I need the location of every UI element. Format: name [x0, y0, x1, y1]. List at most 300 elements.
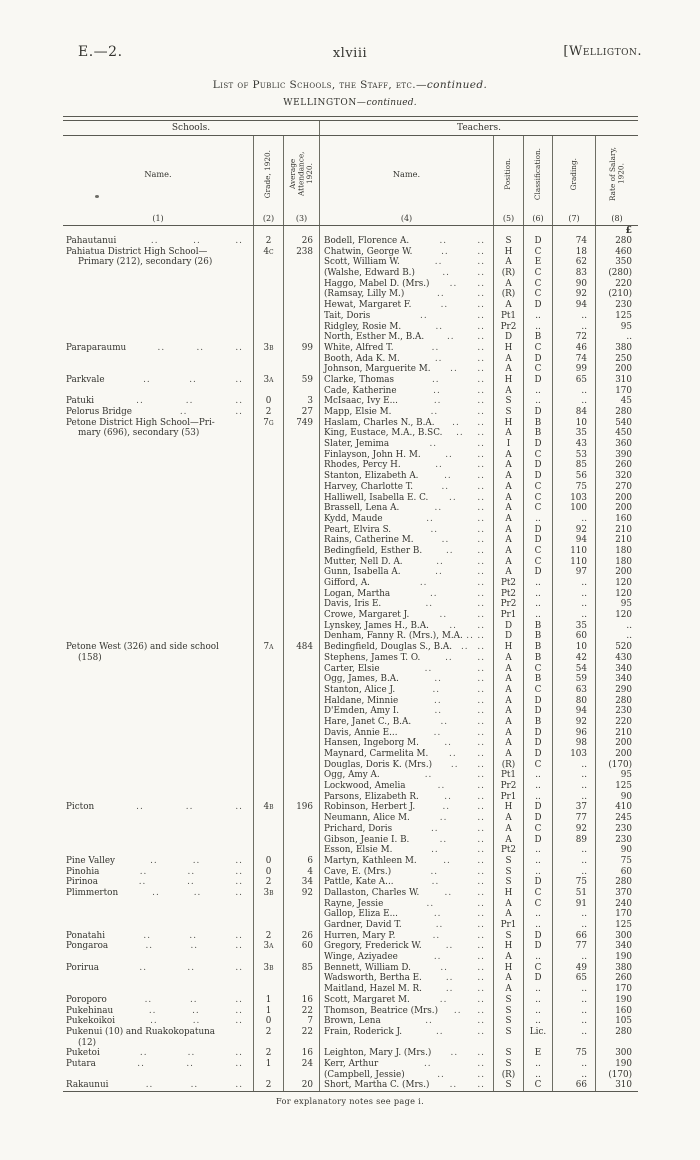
school-name-cell: [63, 386, 253, 397]
dot-leader: ..: [431, 342, 440, 353]
grade-cell: 2: [253, 407, 283, 418]
grading-cell: 77: [552, 941, 595, 952]
teacher-name-cell: [319, 621, 493, 632]
grade-cell: [253, 257, 283, 268]
classification-cell: C: [523, 963, 552, 974]
grade-cell: 0: [253, 856, 283, 867]
classification-cell: C: [523, 664, 552, 675]
dot-leader: ..: [196, 342, 205, 353]
dot-leader: ..: [477, 845, 485, 856]
school-name: Petone District High School—Pri-: [66, 417, 215, 428]
classification-cell: D: [523, 749, 552, 760]
teacher-name: Booth, Ada K. M.: [324, 353, 400, 364]
position-cell: S: [493, 1059, 523, 1070]
column-number: (5): [502, 214, 515, 223]
dot-leader: ..: [477, 471, 485, 482]
dot-leader: ..: [439, 610, 448, 621]
grade-cell: [253, 546, 283, 557]
teacher-name-cell: [319, 642, 493, 653]
salary-cell: 430: [595, 653, 638, 664]
position-cell: A: [493, 525, 523, 536]
classification-cell: D: [523, 300, 552, 311]
grade-cell: [253, 439, 283, 450]
classification-cell: B: [523, 332, 552, 343]
classification-cell: D: [523, 813, 552, 824]
grading-cell: ..: [552, 514, 595, 525]
position-cell: H: [493, 343, 523, 354]
position-cell: A: [493, 706, 523, 717]
teacher-name-cell: [319, 728, 493, 739]
grading-cell: 94: [552, 535, 595, 546]
teacher-name-cell: [319, 226, 493, 236]
salary-cell: 380: [595, 963, 638, 974]
dot-leader: ..: [477, 556, 485, 567]
dot-leader: ..: [435, 321, 444, 332]
grading-cell: 103: [552, 493, 595, 504]
dot-leader: ..: [477, 620, 485, 631]
dot-leader: ..: [477, 268, 485, 279]
dot-leader: ..: [434, 353, 443, 364]
teacher-name: Stephens, James T. O.: [324, 652, 421, 663]
teacher-name-cell: [319, 289, 493, 300]
school-name-cell: [63, 428, 253, 439]
dot-leader: ..: [477, 310, 485, 321]
table-row: [63, 685, 638, 696]
position-cell: A: [493, 664, 523, 675]
grading-cell: 110: [552, 557, 595, 568]
dot-leader: ..: [449, 749, 457, 759]
dot-leader: ..: [441, 481, 450, 492]
title-main: List of Public Schools, the Staff, etc.—: [212, 79, 427, 91]
teacher-name-cell: [319, 493, 493, 504]
school-name-cell: [63, 343, 253, 354]
table-row: [63, 589, 638, 600]
dot-leader: ..: [477, 887, 485, 898]
table-row: [63, 257, 638, 268]
dot-leader: ..: [477, 770, 485, 781]
table-row: [63, 1027, 638, 1038]
teacher-name: D'Emden, Amy I.: [324, 706, 400, 717]
attendance-cell: [283, 525, 319, 536]
grade-cell: [253, 322, 283, 333]
dot-leader: ..: [424, 663, 433, 674]
grading-cell: 103: [552, 749, 595, 760]
table-row: [63, 300, 638, 311]
dot-leader: ..: [477, 994, 485, 1005]
position-cell: D: [493, 332, 523, 343]
grade-cell: [253, 514, 283, 525]
teacher-name: Harvey, Charlotte T.: [324, 481, 414, 492]
position-cell: A: [493, 482, 523, 493]
teacher-name: McIsaac, Ivy E...: [324, 396, 398, 407]
teacher-name-cell: [319, 1016, 493, 1027]
table-row: [63, 835, 638, 846]
teacher-name: Kerr, Arthur: [324, 1058, 379, 1069]
column-number: (3): [295, 214, 308, 223]
attendance-cell: [283, 578, 319, 589]
teacher-name: Peart, Elvira S.: [324, 524, 392, 535]
teacher-name: Ridgley, Rosie M.: [324, 321, 402, 332]
position-cell: A: [493, 428, 523, 439]
grading-cell: 100: [552, 503, 595, 514]
teacher-name: Chatwin, George W.: [324, 246, 413, 257]
teacher-name-cell: [319, 546, 493, 557]
teacher-name: Prichard, Doris: [324, 823, 393, 834]
grading-cell: ..: [552, 995, 595, 1006]
position-cell: A: [493, 813, 523, 824]
dot-leader: ..: [434, 257, 443, 268]
salary-cell: 120: [595, 578, 638, 589]
classification-cell: C: [523, 760, 552, 771]
column-header-teacher-name: [319, 136, 493, 225]
position-cell: S: [493, 407, 523, 418]
attendance-cell: 484: [283, 642, 319, 653]
attendance-cell: [283, 610, 319, 621]
table-row: [63, 653, 638, 664]
dot-leader: ..: [444, 887, 453, 898]
attendance-cell: [283, 952, 319, 963]
grading-cell: 60: [552, 631, 595, 642]
attendance-cell: [283, 1070, 319, 1081]
dot-leader: ..: [436, 556, 444, 567]
position-cell: S: [493, 1006, 523, 1017]
position-cell: [493, 226, 523, 236]
teacher-name-cell: [319, 631, 493, 642]
grading-cell: 92: [552, 717, 595, 728]
column-label: Grading.: [568, 157, 578, 191]
position-cell: A: [493, 567, 523, 578]
teacher-name: Tait, Doris: [324, 310, 371, 321]
dot-leader: ..: [477, 716, 485, 727]
grading-cell: 18: [552, 247, 595, 258]
school-name: (158): [78, 652, 102, 663]
grade-cell: 7g: [253, 418, 283, 429]
table-row: [63, 642, 638, 653]
dot-leader: ..: [445, 973, 454, 984]
position-cell: A: [493, 685, 523, 696]
teacher-name: Stanton, Alice J.: [324, 684, 396, 695]
position-cell: A: [493, 514, 523, 525]
classification-cell: C: [523, 899, 552, 910]
dot-leader: ..: [235, 866, 243, 877]
school-name: Rakaunui: [66, 1080, 109, 1091]
dot-leader: ..: [145, 941, 154, 952]
teacher-name: Crowe, Margaret J.: [324, 610, 410, 621]
dot-leader: ..: [235, 994, 243, 1005]
grade-cell: 3b: [253, 343, 283, 354]
school-name: Porirua: [66, 962, 99, 973]
dot-leader: ..: [477, 289, 485, 300]
position-cell: A: [493, 546, 523, 557]
dot-leader: ..: [193, 236, 201, 246]
classification-cell: D: [523, 941, 552, 952]
classification-cell: C: [523, 493, 552, 504]
position-cell: S: [493, 867, 523, 878]
dot-leader: ..: [460, 642, 469, 653]
classification-cell: D: [523, 236, 552, 247]
classification-cell: D: [523, 567, 552, 578]
school-name-cell: [63, 535, 253, 546]
grading-cell: ..: [552, 386, 595, 397]
dot-leader: ..: [430, 823, 439, 834]
school-name-cell: [63, 631, 253, 642]
table-row: [63, 1059, 638, 1070]
teacher-name: Gregory, Frederick W.: [324, 941, 422, 952]
classification-cell: ..: [523, 856, 552, 867]
school-name-cell: [63, 375, 253, 386]
grade-cell: [253, 589, 283, 600]
school-name-cell: [63, 738, 253, 749]
grade-cell: [253, 1070, 283, 1081]
position-cell: A: [493, 824, 523, 835]
table-row: [63, 696, 638, 707]
classification-cell: C: [523, 289, 552, 300]
dot-leader: ..: [192, 1016, 201, 1027]
school-name-cell: [63, 407, 253, 418]
salary-cell: 75: [595, 856, 638, 867]
school-name-cell: [63, 300, 253, 311]
school-name-cell: [63, 653, 253, 664]
teacher-name-cell: [319, 557, 493, 568]
classification-cell: B: [523, 642, 552, 653]
attendance-cell: [283, 428, 319, 439]
teacher-name-cell: [319, 952, 493, 963]
salary-cell: ..: [595, 621, 638, 632]
grade-cell: [253, 386, 283, 397]
salary-cell: 310: [595, 1080, 638, 1091]
school-name-cell: [63, 963, 253, 974]
attendance-cell: [283, 557, 319, 568]
dot-leader: ..: [235, 877, 243, 888]
dot-leader: ..: [477, 460, 485, 471]
classification-cell: B: [523, 653, 552, 664]
column-label: Average Attendance, 1920.: [287, 151, 314, 197]
teacher-name: Winge, Aziyadee: [324, 952, 398, 963]
grade-cell: 2: [253, 1027, 283, 1038]
salary-cell: £: [595, 226, 638, 236]
dot-leader: ..: [477, 962, 485, 973]
school-name-cell: [63, 931, 253, 942]
attendance-cell: [283, 631, 319, 642]
classification-cell: D: [523, 460, 552, 471]
teacher-name-cell: [319, 653, 493, 664]
dot-leader: ..: [445, 652, 453, 663]
dot-leader: ..: [235, 236, 243, 246]
grading-cell: 80: [552, 696, 595, 707]
grading-cell: ..: [552, 920, 595, 931]
salary-cell: 245: [595, 813, 638, 824]
attendance-cell: 60: [283, 941, 319, 952]
table-row: [63, 749, 638, 760]
dot-leader: ..: [450, 759, 459, 770]
classification-cell: D: [523, 973, 552, 984]
table-row: [63, 674, 638, 685]
teacher-name-cell: [319, 535, 493, 546]
school-name-cell: [63, 909, 253, 920]
dot-leader: ..: [477, 535, 485, 546]
school-name-cell: [63, 247, 253, 258]
grading-cell: [552, 1038, 595, 1049]
classification-cell: D: [523, 375, 552, 386]
salary-cell: 90: [595, 792, 638, 803]
salary-cell: 60: [595, 867, 638, 878]
teacher-name: White, Alfred T.: [324, 342, 394, 353]
school-name-cell: [63, 877, 253, 888]
attendance-cell: [283, 728, 319, 739]
classification-cell: C: [523, 1080, 552, 1091]
grade-cell: [253, 300, 283, 311]
dot-leader: ..: [137, 1058, 145, 1069]
teacher-name: Maitland, Hazel M. R.: [324, 984, 422, 995]
salary-cell: 90: [595, 845, 638, 856]
salary-cell: 160: [595, 1006, 638, 1017]
dot-leader: ..: [477, 332, 485, 343]
dot-leader: ..: [444, 738, 452, 749]
dot-leader: ..: [477, 1016, 485, 1027]
grade-cell: [253, 781, 283, 792]
salary-cell: 125: [595, 311, 638, 322]
grading-cell: 72: [552, 332, 595, 343]
dot-leader: ..: [477, 706, 485, 717]
teacher-name-cell: [319, 460, 493, 471]
attendance-cell: 85: [283, 963, 319, 974]
position-cell: A: [493, 471, 523, 482]
teacher-name-cell: [319, 685, 493, 696]
grade-cell: [253, 824, 283, 835]
salary-cell: 120: [595, 610, 638, 621]
grading-cell: 99: [552, 364, 595, 375]
grade-cell: [253, 599, 283, 610]
dot-leader: ..: [187, 866, 196, 877]
explanatory-footnote: For explanatory notes see page i.: [276, 1096, 424, 1106]
school-name-cell: [63, 1070, 253, 1081]
teacher-name-cell: [319, 1080, 493, 1091]
classification-cell: C: [523, 546, 552, 557]
grade-cell: [253, 621, 283, 632]
dot-leader: ..: [430, 407, 439, 417]
teacher-name: Frain, Roderick J.: [324, 1026, 403, 1037]
table-row: [63, 1070, 638, 1081]
salary-cell: 190: [595, 952, 638, 963]
table-row: [63, 493, 638, 504]
grade-cell: 1: [253, 1059, 283, 1070]
dot-leader: ..: [235, 1058, 243, 1069]
classification-cell: ..: [523, 1070, 552, 1081]
grade-cell: 3b: [253, 888, 283, 899]
table-row: [63, 1080, 638, 1091]
grade-cell: 2: [253, 877, 283, 888]
grade-cell: [253, 332, 283, 343]
teacher-name-cell: [319, 941, 493, 952]
teacher-name: Davis, Iris E.: [324, 599, 382, 610]
teacher-name-cell: [319, 835, 493, 846]
dot-leader: ..: [190, 941, 199, 952]
position-cell: (R): [493, 268, 523, 279]
teacher-name: Dallaston, Charles W.: [324, 887, 420, 898]
dot-leader: ..: [139, 962, 147, 973]
teacher-name: Robinson, Herbert J.: [324, 802, 416, 813]
teacher-name-cell: [319, 845, 493, 856]
teacher-name-cell: [319, 824, 493, 835]
dot-leader: ..: [442, 802, 451, 813]
table-row: [63, 343, 638, 354]
classification-cell: ..: [523, 610, 552, 621]
column-label: Name.: [144, 169, 172, 179]
attendance-cell: 92: [283, 888, 319, 899]
dot-leader: ..: [449, 278, 458, 289]
attendance-cell: [283, 674, 319, 685]
salary-cell: 370: [595, 888, 638, 899]
dot-leader: ..: [477, 952, 485, 963]
teacher-name: Halliwell, Isabella E. C.: [324, 492, 429, 503]
salary-cell: (280): [595, 268, 638, 279]
salary-cell: 200: [595, 567, 638, 578]
grade-cell: [253, 493, 283, 504]
table-row: [63, 311, 638, 322]
grading-cell: 35: [552, 621, 595, 632]
teacher-name: Slater, Jemima: [324, 439, 390, 450]
salary-cell: 340: [595, 664, 638, 675]
teacher-name-cell: [319, 781, 493, 792]
table-row: [63, 973, 638, 984]
school-name-cell: [63, 578, 253, 589]
position-cell: S: [493, 931, 523, 942]
dot-leader: ..: [433, 396, 442, 407]
dot-leader: ..: [433, 385, 441, 396]
teacher-name-cell: [319, 963, 493, 974]
attendance-cell: [283, 289, 319, 300]
teacher-name-cell: [319, 311, 493, 322]
attendance-cell: [283, 279, 319, 290]
table-row: [63, 760, 638, 771]
school-name-cell: [63, 813, 253, 824]
dot-leader: ..: [439, 813, 448, 824]
teacher-name-cell: [319, 1027, 493, 1038]
teacher-name: Finlayson, John H. M.: [324, 449, 421, 460]
salary-cell: 460: [595, 247, 638, 258]
school-name: Petone West (326) and side school: [66, 642, 219, 653]
salary-cell: 200: [595, 493, 638, 504]
grade-cell: [253, 610, 283, 621]
grade-cell: [253, 920, 283, 931]
dot-leader: ..: [152, 887, 160, 898]
dot-leader: ..: [138, 877, 147, 888]
teacher-name-cell: [319, 375, 493, 386]
classification-cell: D: [523, 525, 552, 536]
attendance-cell: [283, 792, 319, 803]
school-name: Poroporo: [66, 994, 107, 1005]
grading-cell: 74: [552, 354, 595, 365]
school-name-cell: [63, 257, 253, 268]
grade-cell: [253, 685, 283, 696]
attendance-cell: [283, 503, 319, 514]
grading-cell: 65: [552, 973, 595, 984]
grading-cell: 96: [552, 728, 595, 739]
classification-cell: C: [523, 824, 552, 835]
dot-leader: ..: [433, 952, 442, 963]
grading-cell: ..: [552, 322, 595, 333]
school-name-cell: [63, 514, 253, 525]
dot-leader: ..: [477, 973, 485, 984]
dot-leader: ..: [420, 310, 428, 321]
school-name-cell: [63, 268, 253, 279]
school-name: Pelorus Bridge: [66, 407, 132, 417]
classification-cell: ..: [523, 867, 552, 878]
position-cell: (R): [493, 760, 523, 771]
teacher-name: Hurren, Mary P.: [324, 930, 396, 941]
position-cell: H: [493, 963, 523, 974]
table-row: [63, 963, 638, 974]
